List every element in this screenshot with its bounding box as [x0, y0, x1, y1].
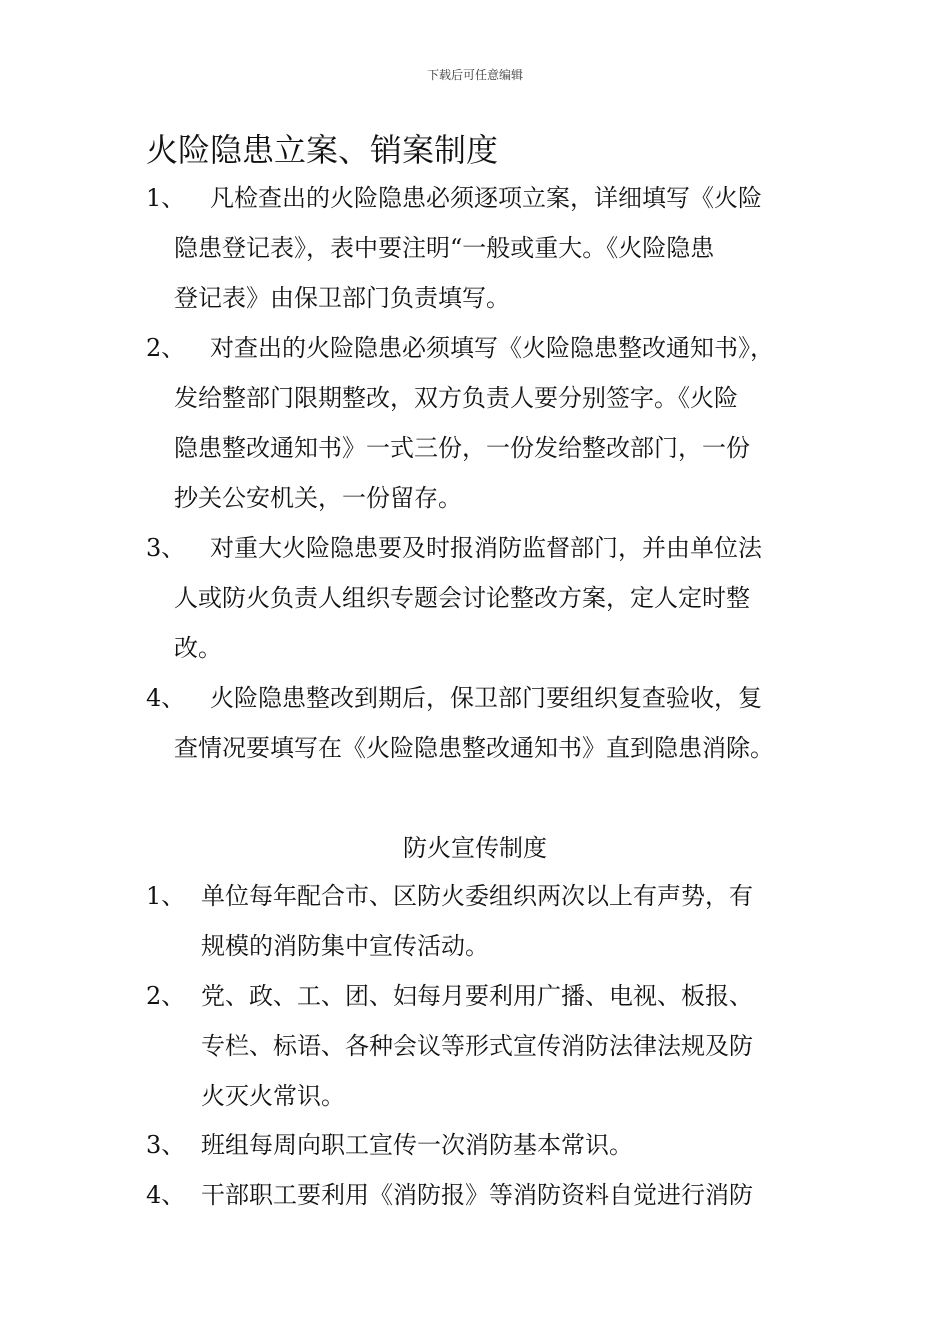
- item-number: 1、: [146, 882, 186, 910]
- item-line: 专栏、标语、各种会议等形式宣传消防法律法规及防: [201, 1032, 753, 1060]
- item-line: 凡检查出的火险隐患必须逐项立案，详细填写《火险: [210, 184, 762, 212]
- section1-item-4: [146, 673, 826, 773]
- item-line: 改。: [174, 634, 222, 662]
- item-number: 4、: [146, 684, 186, 712]
- item-line: 登记表》由保卫部门负责填写。: [174, 284, 510, 312]
- item-number: 3、: [146, 534, 186, 562]
- item-line: 隐患整改通知书》一式三份，一份发给整改部门，一份: [174, 434, 750, 462]
- item-number: 3、: [146, 1131, 186, 1159]
- item-line: 查情况要填写在《火险隐患整改通知书》直到隐患消除。: [174, 734, 774, 762]
- section2-item-2: [146, 971, 826, 1121]
- item-line: 发给整部门限期整改，双方负责人要分别签字。《火险: [174, 384, 738, 412]
- item-line: 人或防火负责人组织专题会讨论整改方案，定人定时整: [174, 584, 750, 612]
- item-line: 对查出的火险隐患必须填写《火险隐患整改通知书》，: [210, 334, 774, 362]
- item-number: 2、: [146, 334, 186, 362]
- item-line: 干部职工要利用《消防报》等消防资料自觉进行消防: [201, 1181, 753, 1209]
- item-line: 火灭火常识。: [201, 1082, 345, 1110]
- item-line: 抄关公安机关，一份留存。: [174, 484, 462, 512]
- section1-item-3: [146, 523, 826, 673]
- item-line: 隐患登记表》，表中要注明“一般或重大。《火险隐患: [174, 234, 715, 262]
- item-line: 对重大火险隐患要及时报消防监督部门，并由单位法: [210, 534, 762, 562]
- item-line: 规模的消防集中宣传活动。: [201, 932, 489, 960]
- item-number: 2、: [146, 982, 186, 1010]
- item-line: 党、政、工、团、妇每月要利用广播、电视、板报、: [201, 982, 753, 1010]
- item-line: 单位每年配合市、区防火委组织两次以上有声势，有: [201, 882, 753, 910]
- section2-item-4: [146, 1170, 826, 1220]
- section2-item-3: [146, 1120, 826, 1170]
- header-note: 下载后可任意编辑: [426, 68, 523, 82]
- section1-item-1: [146, 173, 826, 323]
- item-number: 1、: [146, 184, 186, 212]
- item-line: 火险隐患整改到期后，保卫部门要组织复查验收，复: [210, 684, 762, 712]
- section1-title: 火险隐患立案、销案制度: [146, 131, 499, 169]
- section1-item-2: [146, 323, 826, 523]
- section2-item-1: [146, 871, 826, 971]
- section2-title: 防火宣传制度: [403, 834, 547, 862]
- item-line: 班组每周向职工宣传一次消防基本常识。: [201, 1131, 633, 1159]
- item-number: 4、: [146, 1181, 186, 1209]
